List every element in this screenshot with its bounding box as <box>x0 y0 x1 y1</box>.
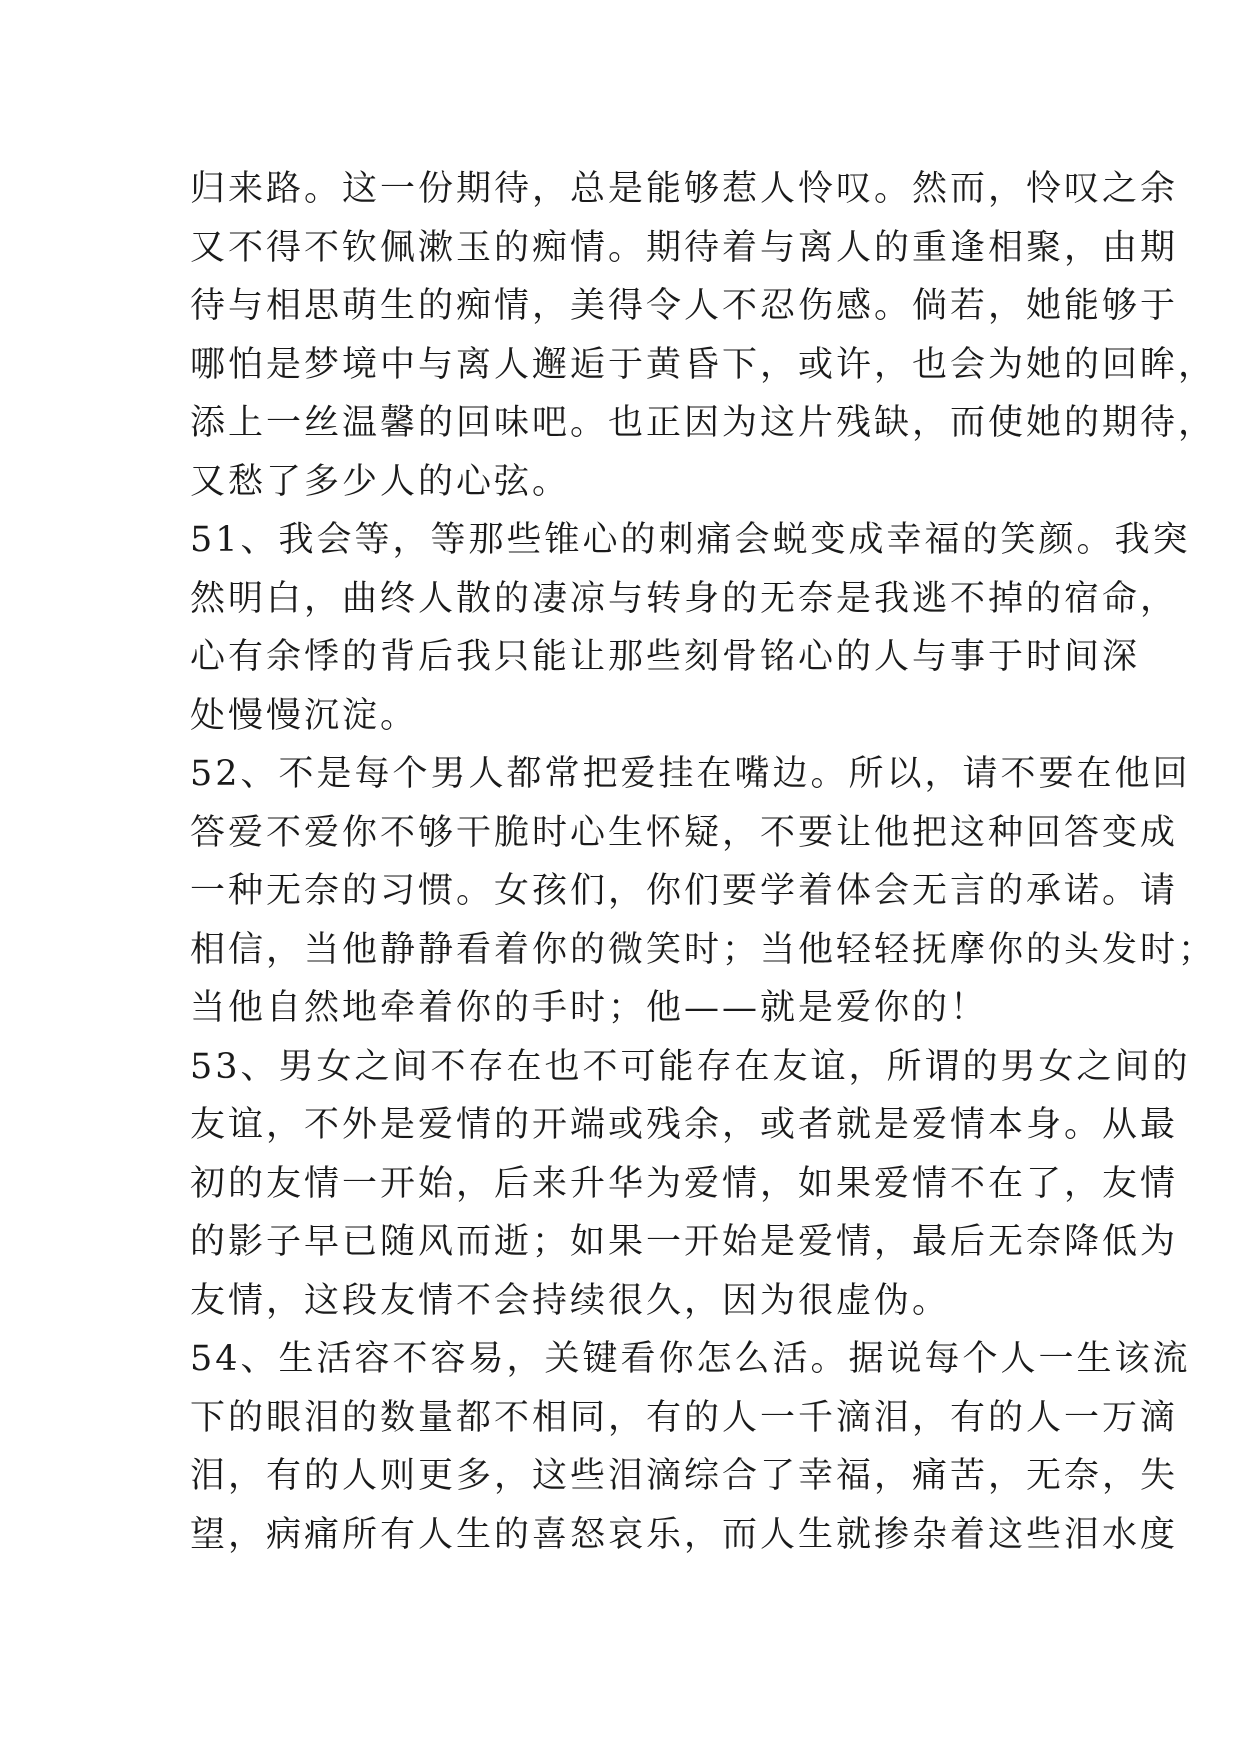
text-line: 54、生活容不容易，关键看你怎么活。据说每个人一生该流 <box>190 1339 1191 1379</box>
text-line: 友情，这段友情不会持续很久，因为很虚伪。 <box>190 1280 951 1321</box>
text-line: 的影子早已随风而逝；如果一开始是爱情，最后无奈降低为 <box>190 1222 1179 1262</box>
text-line: 又不得不钦佩漱玉的痴情。期待着与离人的重逢相聚，由期 <box>190 227 1179 268</box>
text-line: 望，病痛所有人生的喜怒哀乐，而人生就掺杂着这些泪水度 <box>190 1514 1179 1555</box>
text-line: 归来路。这一份期待，总是能够惹人怜叹。然而，怜叹之余 <box>190 169 1179 209</box>
body-text <box>190 160 1217 1564</box>
text-line: 友谊，不外是爱情的开端或残余，或者就是爱情本身。从最 <box>190 1105 1179 1145</box>
text-line: 52、不是每个男人都常把爱挂在嘴边。所以，请不要在他回 <box>190 754 1191 794</box>
text-line: 心有余悸的背后我只能让那些刻骨铭心的人与事于时间深 <box>190 637 1141 677</box>
text-line: 处慢慢沉淀。 <box>190 695 419 736</box>
text-line: 下的眼泪的数量都不相同，有的人一千滴泪，有的人一万滴 <box>190 1397 1179 1438</box>
text-line: 相信，当他静静看着你的微笑时；当他轻轻抚摩你的头发时； <box>190 929 1217 970</box>
text-line: 初的友情一开始，后来升华为爱情，如果爱情不在了，友情 <box>190 1163 1179 1204</box>
text-line: 然明白，曲终人散的凄凉与转身的无奈是我逃不掉的宿命， <box>190 578 1179 619</box>
text-line: 又愁了多少人的心弦。 <box>190 461 571 502</box>
text-line: 当他自然地牵着你的手时；他——就是爱你的！ <box>190 988 989 1028</box>
text-line: 待与相思萌生的痴情，美得令人不忍伤感。倘若，她能够于 <box>190 286 1179 326</box>
text-line: 53、男女之间不存在也不可能存在友谊，所谓的男女之间的 <box>190 1046 1191 1087</box>
text-line: 泪，有的人则更多，这些泪滴综合了幸福，痛苦，无奈，失 <box>190 1456 1179 1496</box>
text-line: 一种无奈的习惯。女孩们，你们要学着体会无言的承诺。请 <box>190 871 1179 911</box>
text-line: 51、我会等，等那些锥心的刺痛会蜕变成幸福的笑颜。我突 <box>190 520 1191 560</box>
text-line: 添上一丝温馨的回味吧。也正因为这片残缺，而使她的期待， <box>190 403 1217 443</box>
text-line: 哪怕是梦境中与离人邂逅于黄昏下，或许，也会为她的回眸， <box>190 344 1217 385</box>
text-line: 答爱不爱你不够干脆时心生怀疑，不要让他把这种回答变成 <box>190 812 1179 853</box>
